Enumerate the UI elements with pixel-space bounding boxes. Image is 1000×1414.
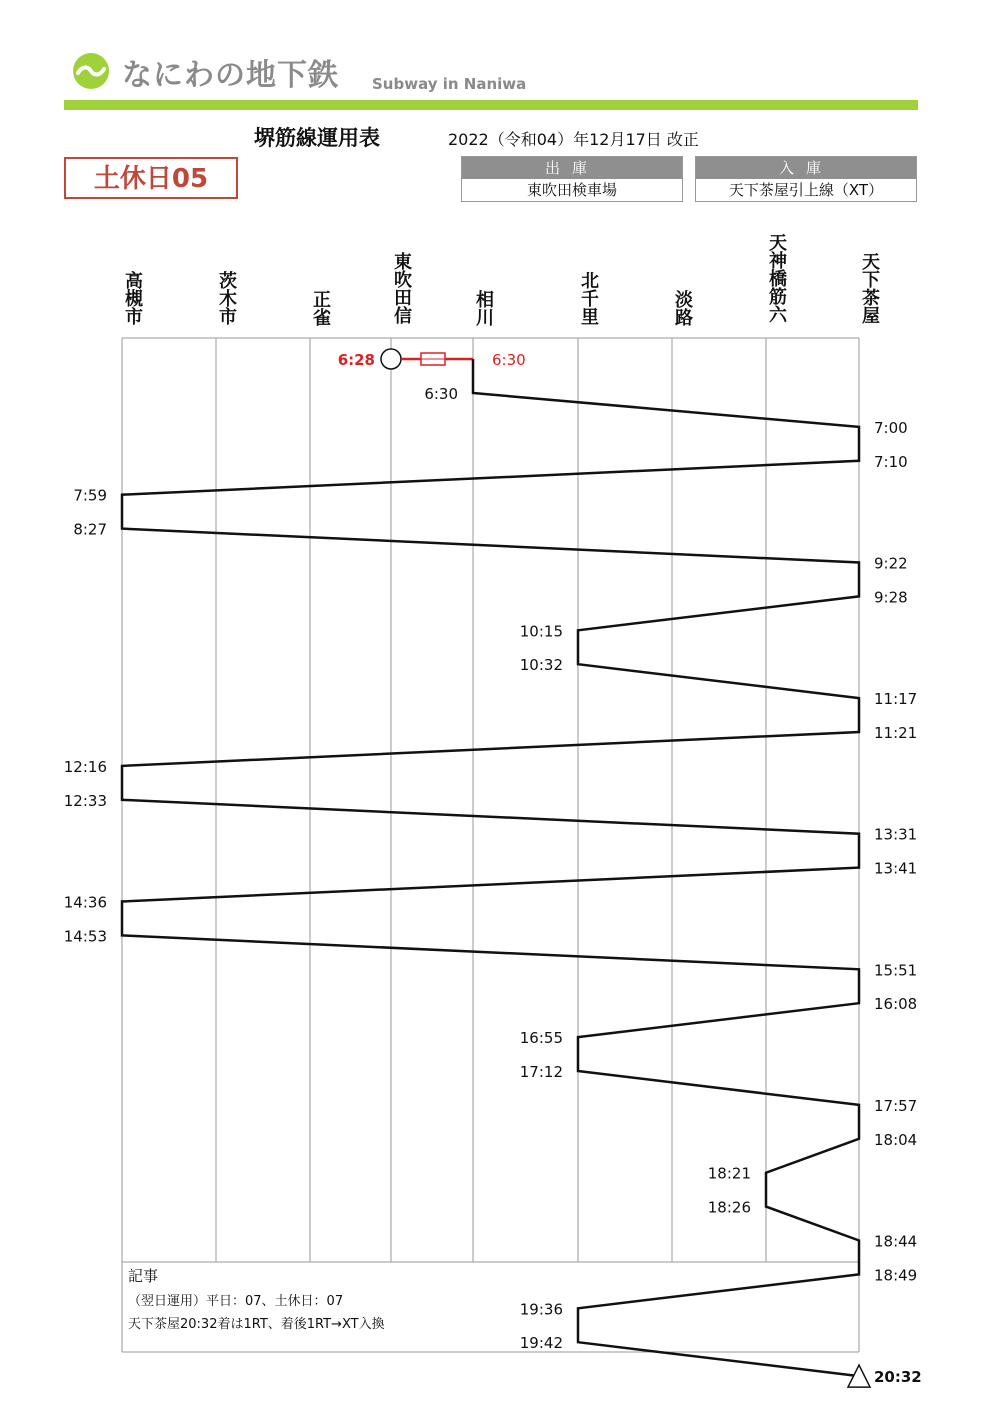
time-label: 18:44 [874,1232,918,1251]
station-label: 相川 [473,290,494,326]
time-label: 17:57 [874,1096,918,1115]
operation-path [122,359,859,1376]
time-label: 8:27 [73,520,107,539]
time-label: 18:49 [874,1266,918,1285]
note-line: 天下茶屋20:32着は1RT、着後1RT→XT入換 [128,1317,385,1332]
notes-title: 記事 [128,1267,159,1285]
time-label: 12:33 [63,791,107,810]
depart-circle-icon [381,349,401,369]
time-label: 16:08 [874,995,918,1014]
time-label: 10:32 [519,656,563,675]
time-label: 14:53 [63,927,107,946]
operation-id-badge: 土休日05 [64,157,238,199]
time-label: 18:04 [874,1130,918,1149]
time-label: 6:30 [424,385,458,403]
note-line: （翌日運用）平日：07、土休日：07 [128,1294,344,1309]
time-label: 11:17 [874,690,918,709]
station-label: 天下茶屋 [859,252,880,324]
time-label: 15:51 [874,961,918,980]
logo-subtitle: Subway in Naniwa [372,75,527,93]
time-label: 7:00 [874,418,908,437]
station-label: 高槻市 [122,271,143,325]
station-label: 天神橋筋六 [766,233,787,323]
time-label: 18:26 [707,1198,751,1217]
page-title: 堺筋線運用表 [254,126,380,150]
depart-depot-value: 東吹田検車場 [526,181,617,199]
time-label: 14:36 [63,893,107,912]
time-label: 13:31 [874,825,918,844]
arrive-depot-label: 入庫 [696,157,916,179]
arrive-depot-value: 天下茶屋引上線（XT） [728,181,884,199]
station-label: 正雀 [310,290,331,326]
time-label: 11:21 [874,724,918,742]
time-label: 16:55 [519,1029,563,1048]
station-label: 東吹田信 [391,252,412,324]
depart-depot-label: 出庫 [462,157,682,179]
logo-text: なにわの地下鉄 [122,58,339,93]
time-label: 9:22 [874,554,908,573]
time-label: 7:59 [73,486,107,505]
time-label: 7:10 [874,452,908,471]
time-label: 12:16 [63,757,107,776]
time-label: 10:15 [519,622,563,641]
time-label: 19:36 [519,1300,563,1319]
time-label: 20:32 [874,1368,922,1387]
station-label: 茨木市 [216,271,237,325]
revision-date: 2022（令和04）年12月17日 改正 [448,130,699,149]
time-label: 17:12 [519,1063,563,1081]
depart-arrive-time: 6:30 [492,351,526,369]
station-label: 淡路 [672,290,693,326]
depart-time: 6:28 [337,351,375,369]
time-label: 9:28 [874,588,908,607]
time-label: 13:41 [874,859,918,878]
station-label: 北千里 [578,271,599,325]
time-label: 19:42 [519,1334,563,1353]
time-label: 18:21 [707,1164,751,1183]
